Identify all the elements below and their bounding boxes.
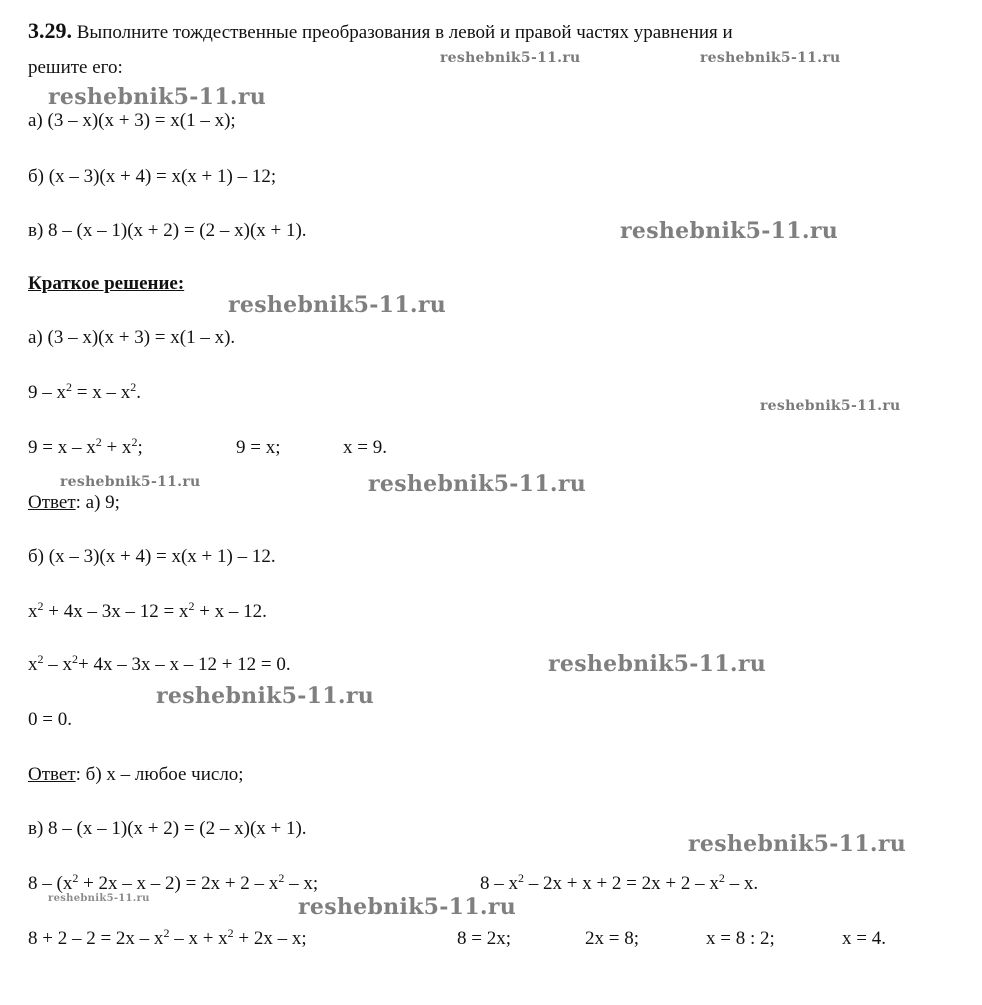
solution-c-line3-step5: x = 4. [842, 928, 886, 949]
solution-b-line1: б) (x – 3)(x + 4) = x(x + 1) – 12. [28, 546, 276, 567]
solution-c-line2-step1 [28, 873, 318, 895]
watermark: reshebnik5-11.ru [156, 683, 375, 709]
watermark: reshebnik5-11.ru [688, 831, 907, 857]
exponent: 2 [37, 652, 44, 666]
solution-heading: Краткое решение: [28, 273, 185, 294]
expr-part: 9 – x [28, 382, 66, 403]
expr-part: 8 – (x [28, 873, 73, 894]
problem-statement-line2: решите его: [28, 57, 123, 78]
watermark: reshebnik5-11.ru [760, 398, 901, 414]
expr-part: ; [137, 437, 143, 458]
solution-b-line3 [28, 654, 291, 676]
watermark: reshebnik5-11.ru [368, 471, 587, 497]
solution-c-line1: в) 8 – (x – 1)(x + 2) = (2 – x)(x + 1). [28, 818, 307, 839]
exponent: 2 [163, 926, 170, 940]
expr-part: x [28, 654, 38, 675]
exponent: 2 [95, 435, 102, 449]
problem-statement-line1 [28, 20, 733, 44]
problem-item-c: в) 8 – (x – 1)(x + 2) = (2 – x)(x + 1). [28, 220, 307, 241]
watermark: reshebnik5-11.ru [48, 84, 267, 110]
exponent: 2 [227, 926, 234, 940]
solution-a-line3-step2: 9 = x; [236, 437, 281, 458]
expr-part: – 2x + x + 2 = 2x + 2 – x [524, 873, 719, 894]
exponent: 2 [72, 652, 78, 666]
expr-part: = x – x [72, 382, 131, 403]
expr-part: – x; [284, 873, 319, 894]
exponent: 2 [37, 599, 44, 613]
expr-part: – x + x [169, 928, 228, 949]
expr-part: 8 + 2 – 2 = 2x – x [28, 928, 164, 949]
answer-value: : б) x – любое число; [75, 764, 244, 785]
expr-part: – x [43, 654, 72, 675]
expr-part: x [28, 601, 38, 622]
solution-b-line2 [28, 601, 267, 623]
watermark: reshebnik5-11.ru [440, 50, 581, 66]
expr-part: + 4x – 3x – x – 12 + 12 = 0. [78, 654, 291, 675]
expr-part: + x – 12. [194, 601, 267, 622]
problem-text: Выполните тождественные преобразования в левой и правой частях уравнения и [76, 22, 733, 43]
solution-a-answer [28, 492, 120, 514]
solution-c-line3-step1 [28, 928, 307, 950]
solution-a-line3-step3: x = 9. [343, 437, 387, 458]
solution-b-answer [28, 764, 244, 786]
exponent: 2 [718, 871, 725, 885]
solution-c-line2-step2 [480, 873, 758, 895]
expr-part: 8 – x [480, 873, 518, 894]
solution-c-line3-step2: 8 = 2x; [457, 928, 511, 949]
answer-label: Ответ [28, 492, 76, 513]
expr-part: 9 = x – x [28, 437, 96, 458]
solution-c-line3-step3: 2x = 8; [585, 928, 639, 949]
watermark: reshebnik5-11.ru [48, 893, 150, 904]
exponent: 2 [66, 380, 72, 394]
solution-b-line4: 0 = 0. [28, 709, 72, 730]
expr-part: – x. [724, 873, 759, 894]
expr-part: + 2x – x – 2) = 2x + 2 – x [78, 873, 279, 894]
solution-a-line2 [28, 382, 141, 404]
exponent: 2 [278, 871, 285, 885]
expr-part: + x [101, 437, 132, 458]
watermark: reshebnik5-11.ru [60, 474, 201, 490]
answer-value: : а) 9; [75, 492, 120, 513]
expr-part: . [136, 382, 141, 403]
watermark: reshebnik5-11.ru [700, 50, 841, 66]
solution-a-line1: а) (3 – x)(x + 3) = x(1 – x). [28, 327, 236, 348]
watermark: reshebnik5-11.ru [548, 651, 767, 677]
solution-a-line3-step1 [28, 437, 143, 459]
answer-label: Ответ [28, 764, 76, 785]
expr-part: + 4x – 3x – 12 = x [43, 601, 189, 622]
expr-part: + 2x – x; [233, 928, 307, 949]
watermark: reshebnik5-11.ru [228, 292, 447, 318]
problem-number: 3.29. [28, 18, 72, 43]
solution-c-line3-step4: x = 8 : 2; [706, 928, 775, 949]
problem-item-b: б) (x – 3)(x + 4) = x(x + 1) – 12; [28, 166, 277, 187]
problem-item-a: а) (3 – x)(x + 3) = x(1 – x); [28, 110, 236, 131]
exponent: 2 [130, 380, 137, 394]
exponent: 2 [72, 871, 79, 885]
exponent: 2 [518, 871, 524, 885]
watermark: reshebnik5-11.ru [298, 894, 517, 920]
exponent: 2 [188, 599, 195, 613]
watermark: reshebnik5-11.ru [620, 218, 839, 244]
exponent: 2 [131, 435, 138, 449]
